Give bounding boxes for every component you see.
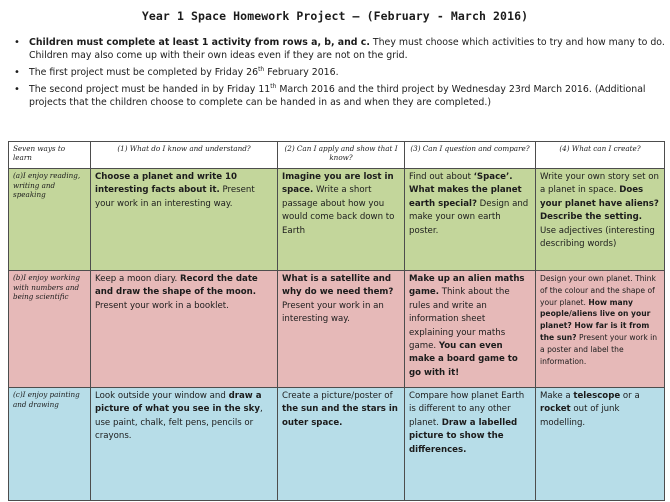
header-ways-to-learn: Seven ways to learn — [9, 142, 91, 169]
activity-cell — [536, 388, 665, 501]
activity-cell — [91, 271, 278, 388]
activity-cell — [405, 169, 536, 271]
activity-emphasis: Draw a labelled picture to show the differences. — [409, 417, 518, 455]
activity-text: Design your own planet. Think of the colour and the shape of your planet. — [540, 274, 656, 307]
grid-row-c — [9, 388, 665, 501]
activity-emphasis: draw a picture of what you see in the sky — [95, 391, 262, 415]
activity-cell — [536, 169, 665, 271]
ordinal-suffix: th — [258, 65, 265, 73]
activity-text: Present your work in an interesting way. — [95, 185, 255, 209]
activity-text: Make a — [540, 391, 574, 401]
activity-emphasis: How many people/aliens live on your planet? How far is it from the sun? — [540, 297, 651, 342]
activity-text: Design and make your own earth poster. — [409, 198, 529, 236]
instruction-item — [12, 66, 666, 79]
grid-row-b — [9, 271, 665, 388]
grid-row-a — [9, 169, 665, 271]
activity-text: Present your work in a booklet. — [95, 300, 229, 311]
activity-emphasis: ‘Space’. What makes the planet earth special? — [409, 172, 522, 209]
instruction-emphasis: Children must complete at least 1 activity from rows a, b, and c. — [29, 37, 370, 48]
activity-text: , use paint, chalk, felt pens, pencils or crayons. — [95, 404, 263, 442]
activity-emphasis: Make up an alien maths game. — [409, 274, 525, 298]
activity-cell — [278, 388, 405, 501]
activity-text: Write a short passage about how you would come back down to Earth — [282, 185, 395, 236]
activity-emphasis: Imagine you are lost in space. — [282, 172, 394, 196]
header-know-understand: (1) What do I know and understand? — [91, 142, 278, 169]
activity-text: Keep a moon diary. — [95, 274, 180, 284]
activity-text: or a — [620, 391, 640, 401]
activity-text: Compare how planet Earth is different to any other planet. — [409, 391, 525, 428]
activity-emphasis: the sun and the stars in outer space. — [282, 404, 398, 428]
activity-emphasis: Does your planet have aliens? Describe the setting. — [540, 185, 659, 223]
activity-emphasis: Choose a planet and write 10 interesting facts about it. — [95, 172, 237, 196]
activity-emphasis: telescope — [573, 391, 621, 401]
activity-cell — [91, 169, 278, 271]
header-create: (4) What can I create? — [536, 142, 665, 169]
activity-emphasis: You can even make a board game to go with it! — [409, 341, 518, 378]
row-label: (b)I enjoy working with numbers and being scientific — [9, 271, 91, 388]
activity-text: Write your own story set on a planet in space. — [540, 172, 659, 196]
grid-header-row — [9, 142, 665, 169]
row-label: (a)I enjoy reading, writing and speaking — [9, 169, 91, 271]
activity-cell — [278, 169, 405, 271]
activity-cell — [278, 271, 405, 388]
instruction-item — [12, 36, 666, 62]
instructions-list — [12, 36, 666, 113]
homework-grid — [8, 141, 665, 501]
activity-text: Use adjectives (interesting describing words) — [540, 225, 655, 250]
activity-cell — [405, 271, 536, 388]
row-label: (c)I enjoy painting and drawing — [9, 388, 91, 501]
activity-emphasis: Record the date and draw the shape of the moon. — [95, 274, 258, 298]
instruction-text: They must choose which activities to try and how many to do. Children may also come up with their own ideas even if they are not on the grid. — [29, 37, 665, 61]
instruction-item — [12, 83, 666, 109]
activity-text: out of junk modelling. — [540, 404, 620, 428]
activity-cell — [405, 388, 536, 501]
instruction-text: The first project must be completed by Friday 26 — [29, 67, 259, 78]
instruction-text: February 2016. — [264, 67, 339, 78]
activity-text: Think about the rules and write an information sheet explaining your maths game. — [409, 287, 510, 352]
activity-cell — [91, 388, 278, 501]
activity-emphasis: rocket — [540, 404, 571, 415]
activity-cell — [536, 271, 665, 388]
header-question-compare: (3) Can I question and compare? — [405, 142, 536, 169]
activity-text: Look outside your window and — [95, 391, 229, 401]
header-apply-show: (2) Can I apply and show that I know? — [278, 142, 405, 169]
instruction-text: The second project must be handed in by Friday 11 — [29, 84, 271, 95]
activity-emphasis: What is a satellite and why do we need them? — [282, 274, 394, 298]
activity-text: Present your work in an interesting way. — [282, 300, 384, 325]
instruction-text: March 2016 and the third project by Wednesday 23rd March 2016. (Additional projects that the children choose to complete can be handed in as and when they are completed.) — [29, 84, 646, 108]
page-title: Year 1 Space Homework Project – (February - March 2016) — [141, 9, 529, 23]
activity-text: Find out about — [409, 172, 474, 182]
ordinal-suffix: th — [270, 82, 277, 90]
activity-text: Create a picture/poster of — [282, 391, 393, 401]
activity-text: Present your work in a poster and label the information. — [540, 332, 658, 366]
